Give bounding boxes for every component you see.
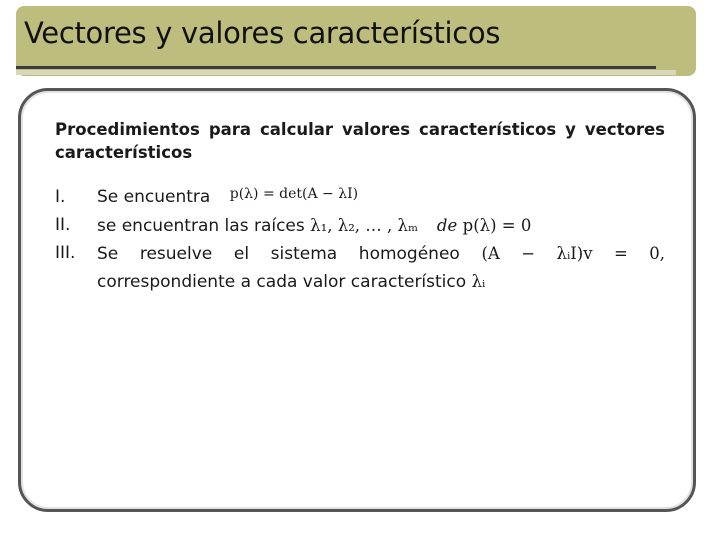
content-area — [55, 118, 665, 296]
step-formula: p(λ) = det(A − λI) — [229, 186, 359, 202]
title-underline-accent — [16, 70, 676, 75]
step-item-2 — [55, 212, 665, 240]
step-formula: (A − λᵢI)v = 0, — [481, 244, 666, 263]
slide-title: Vectores y valores característicos — [24, 16, 501, 50]
roots-expression: λ₁, λ₂, … , λₘ — [310, 216, 419, 235]
steps-list — [55, 184, 665, 296]
step-body — [97, 240, 665, 296]
step-number: II. — [55, 215, 71, 235]
step-body — [97, 212, 665, 240]
step-number: III. — [55, 243, 76, 263]
step-line-2 — [97, 268, 665, 296]
step-text-continued: correspondiente a cada valor característico — [97, 272, 467, 292]
section-heading: Procedimientos para calcular valores característicos y vectores característicos — [55, 120, 665, 162]
step-item-3 — [55, 240, 665, 296]
step-line-1 — [97, 240, 665, 268]
step-text: se encuentran las raíces — [97, 216, 305, 236]
step-text: Se encuentra — [97, 187, 211, 207]
step-number: I. — [55, 187, 66, 207]
condition-formula: p(λ) = 0 — [462, 216, 532, 235]
condition-prefix: de — [436, 216, 458, 235]
step-item-1 — [55, 184, 665, 212]
step-text: Se resuelve el sistema homogéneo — [97, 244, 460, 264]
step-body — [97, 184, 665, 212]
title-underline — [16, 66, 656, 69]
lambda-i: λᵢ — [471, 272, 486, 291]
